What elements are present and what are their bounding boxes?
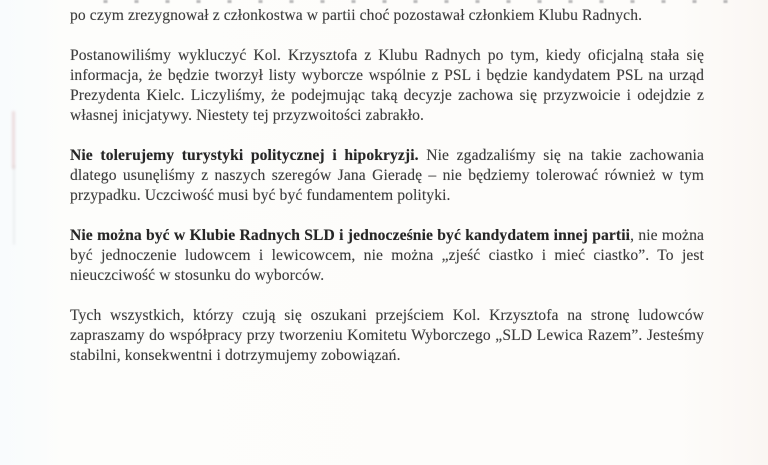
text-segment: po czym zrezygnował z członkostwa w partii choć pozostawał członkiem Klubu Radnych. — [70, 7, 643, 24]
text-segment: Postanowiliśmy wykluczyć Kol. Krzysztofa z Klubu Radnych po tym, kiedy oficjalną stała się informacja, że będzie tworzył listy wyborcze wspólnie z PSL i będzie kandydatem PSL na urząd Prezydenta Kielc. Liczyliśmy, że podejmując taką decyzje zachowa się przyzwoicie i odejdzie z własnej inicjatywy. Niestety tej przyzwoitości zabrakło. — [70, 47, 704, 124]
document-text-block — [70, 6, 704, 386]
text-segment: Nie zgadzaliśmy się na takie zachowania dlatego usunęliśmy z naszych szeregów Jana Gieradę – nie będziemy tolerować również w tym przypadku. Uczciwość musi być być fundamentem polityki. — [70, 147, 704, 204]
text-segment: Tych wszystkich, którzy czują się oszukani przejściem Kol. Krzysztofa na stronę ludowców zapraszamy do współpracy przy tworzeniu Komitetu Wyborczego „SLD Lewica Razem”. Jesteśmy stabilni, konsekwentni i dotrzymujemy zobowiązań. — [70, 307, 704, 364]
paragraph — [70, 46, 704, 126]
scan-artifact-smudge — [12, 111, 15, 169]
text-segment-bold: Nie tolerujemy turystyki politycznej i hipokryzji. — [70, 147, 419, 164]
paragraph — [70, 146, 704, 206]
scan-artifact-smudge-tail — [13, 165, 15, 245]
cut-off-line-remnants — [92, 0, 740, 3]
text-segment: , nie można być jednoczenie ludowcem i lewicowcem, nie można „zjeść ciastko i mieć ciastko”. To jest nieuczciwość w stosunku do wyborców. — [70, 227, 704, 284]
paragraph — [70, 226, 704, 286]
paragraph — [70, 306, 704, 366]
paragraph — [70, 6, 704, 26]
text-segment-bold: Nie można być w Klubie Radnych SLD i jednocześnie być kandydatem innej partii — [70, 227, 631, 244]
